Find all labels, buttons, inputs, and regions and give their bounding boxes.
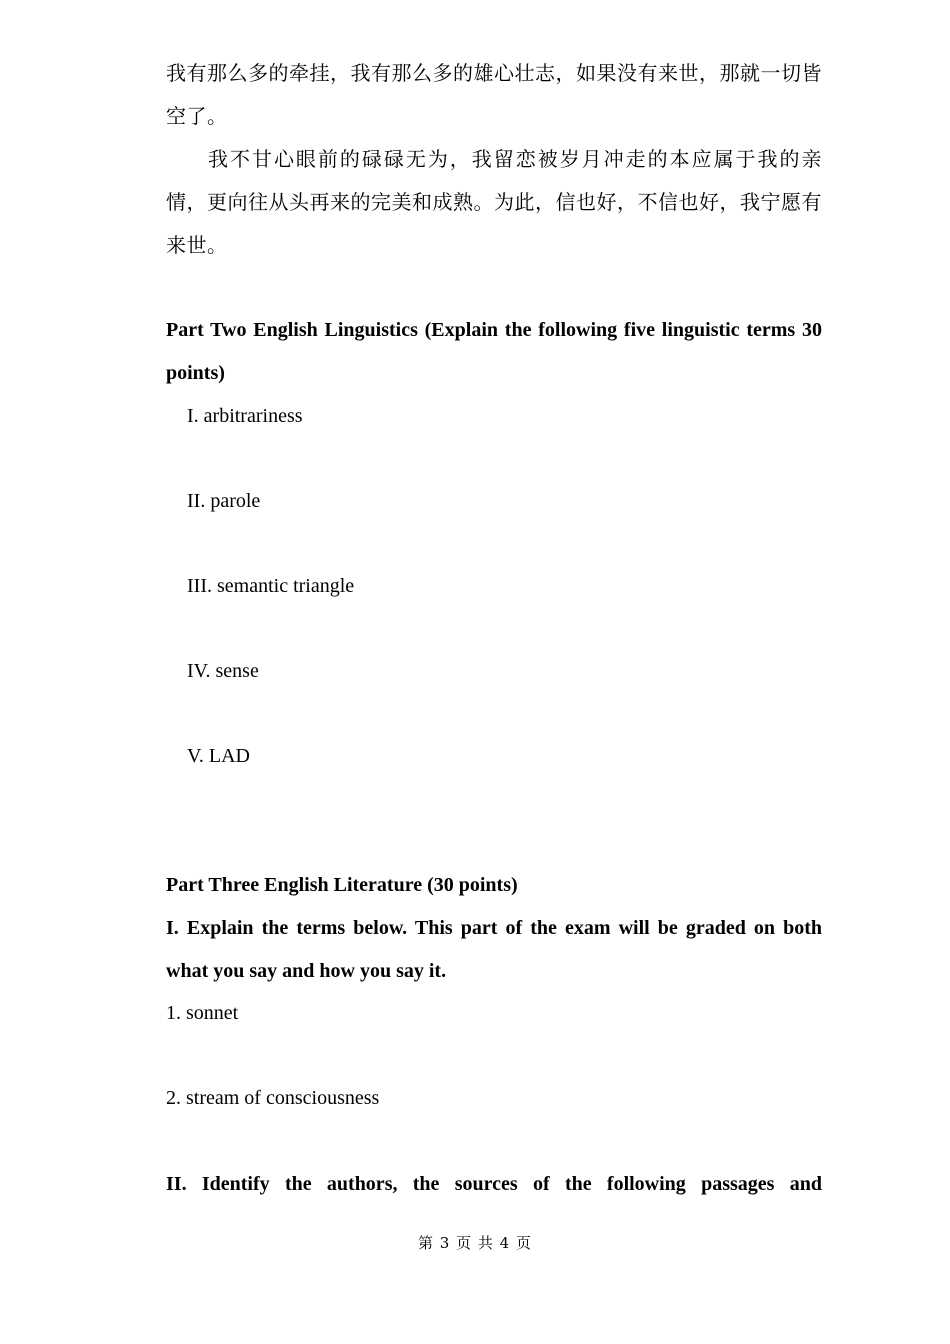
linguistic-term-2: II. parole — [187, 490, 261, 512]
literature-term-2: 2. stream of consciousness — [166, 1087, 380, 1109]
linguistic-term-5: V. LAD — [187, 745, 250, 767]
linguistic-term-3: III. semantic triangle — [187, 575, 355, 597]
chinese-paragraph-continuation: 我有那么多的牵挂，我有那么多的雄心壮志，如果没有来世，那就一切皆空了。 — [166, 61, 822, 128]
literature-term-1: 1. sonnet — [166, 1002, 239, 1024]
linguistic-term-4: IV. sense — [187, 660, 259, 682]
part-two-heading: Part Two English Linguistics (Explain the following five linguistic terms 30 points) — [166, 319, 822, 384]
part-three-heading: Part Three English Literature (30 points) — [166, 874, 518, 896]
page-number-footer: 第 3 页 共 4 页 — [418, 1234, 532, 1252]
linguistic-term-1: I. arbitrariness — [187, 405, 303, 427]
section-one-heading: I. Explain the terms below. This part of the exam will be graded on both what you say and how you say it. — [166, 917, 822, 982]
section-two-heading: II. Identify the authors, the sources of the following passages and — [166, 1173, 822, 1195]
chinese-paragraph: 我不甘心眼前的碌碌无为，我留恋被岁月冲走的本应属于我的亲情，更向往从头再来的完美和成熟。为此，信也好，不信也好，我宁愿有来世。 — [166, 147, 822, 257]
